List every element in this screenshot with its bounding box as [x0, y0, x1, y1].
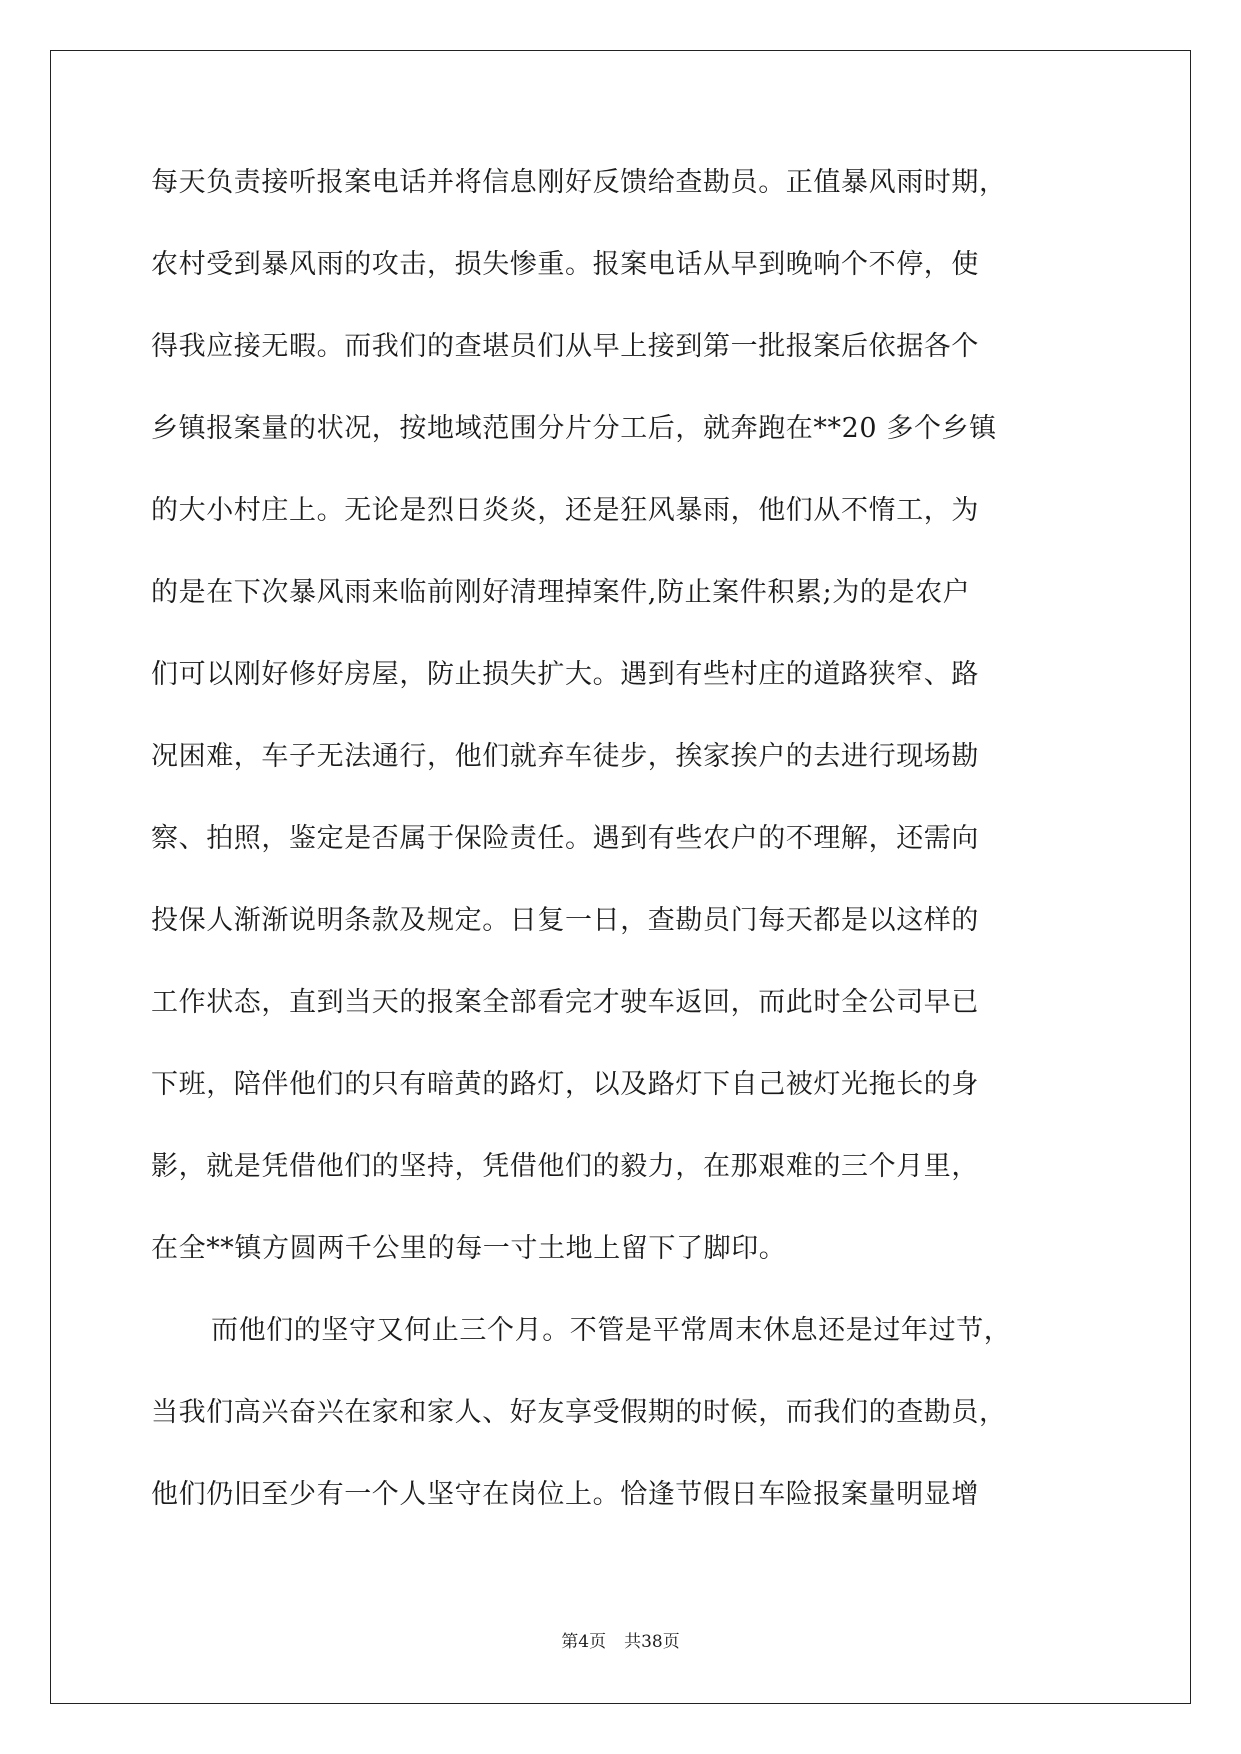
- text-line: 每天负责接听报案电话并将信息刚好反馈给查勘员。正值暴风雨时期，: [151, 167, 1007, 198]
- text-line: 的大小村庄上。无论是烈日炎炎，还是狂风暴雨，他们从不惰工，为: [151, 495, 979, 526]
- document-body: [151, 156, 1091, 1550]
- text-line: 工作状态，直到当天的报案全部看完才驶车返回，而此时全公司早已: [151, 987, 979, 1018]
- text-line: 投保人渐渐说明条款及规定。日复一日，查勘员门每天都是以这样的: [151, 905, 979, 936]
- text-line: 农村受到暴风雨的攻击，损失惨重。报案电话从早到晚响个不停，使: [151, 249, 979, 280]
- text-line: 的是在下次暴风雨来临前刚好清理掉案件,防止案件积累;为的是农户: [151, 577, 971, 608]
- text-line: 下班，陪伴他们的只有暗黄的路灯，以及路灯下自己被灯光拖长的身: [151, 1069, 979, 1100]
- text-line: 在全**镇方圆两千公里的每一寸土地上留下了脚印。: [151, 1233, 787, 1264]
- text-line: 当我们高兴奋兴在家和家人、好友享受假期的时候，而我们的查勘员，: [151, 1397, 1007, 1428]
- text-line: 得我应接无暇。而我们的查堪员们从早上接到第一批报案后依据各个: [151, 331, 979, 362]
- page-number: 第4页: [561, 1632, 607, 1652]
- text-line: 乡镇报案量的状况，按地域范围分片分工后，就奔跑在**20 多个乡镇: [151, 413, 997, 444]
- page-total: 共38页: [624, 1632, 680, 1652]
- text-line: 他们仍旧至少有一个人坚守在岗位上。恰逢节假日车险报案量明显增: [151, 1479, 979, 1510]
- page-footer: [0, 1627, 1241, 1652]
- text-line: 们可以刚好修好房屋，防止损失扩大。遇到有些村庄的道路狭窄、路: [151, 659, 979, 690]
- text-line: 而他们的坚守又何止三个月。不管是平常周末休息还是过年过节，: [211, 1315, 1012, 1346]
- text-line: 影，就是凭借他们的坚持，凭借他们的毅力，在那艰难的三个月里，: [151, 1151, 979, 1182]
- text-line: 况困难，车子无法通行，他们就弃车徒步，挨家挨户的去进行现场勘: [151, 741, 979, 772]
- text-line: 察、拍照，鉴定是否属于保险责任。遇到有些农户的不理解，还需向: [151, 823, 979, 854]
